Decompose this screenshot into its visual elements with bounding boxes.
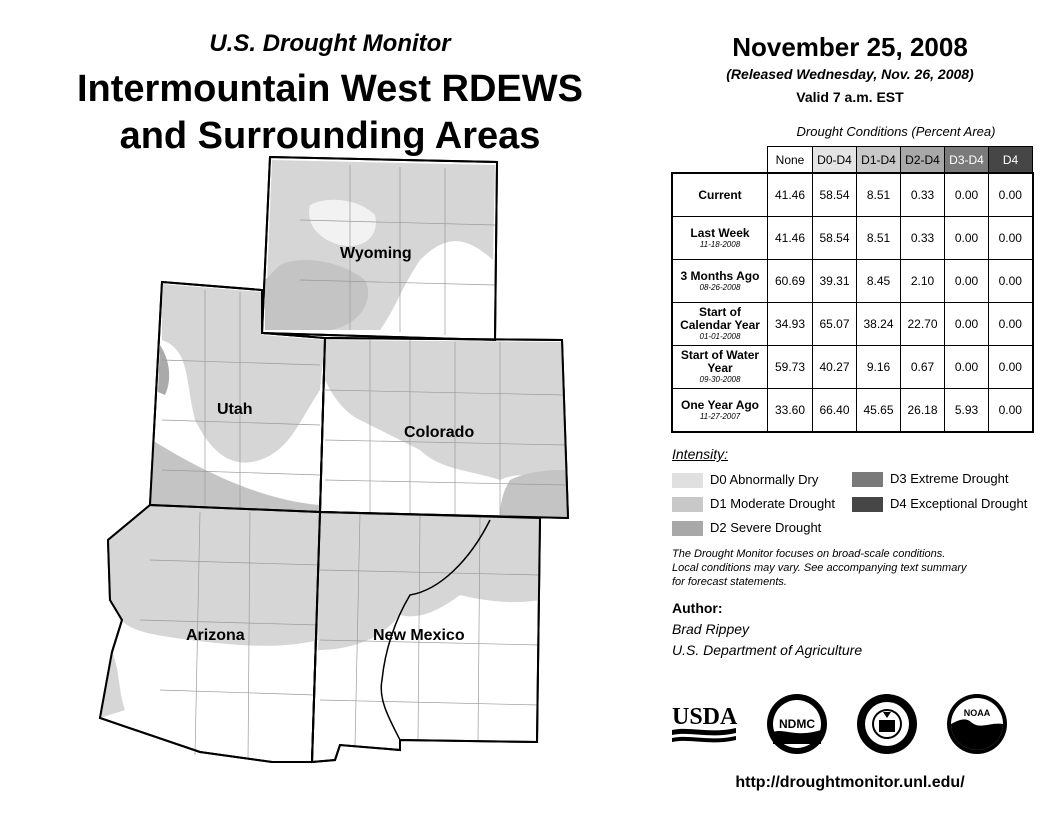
row-date: 01-01-2008 (699, 332, 741, 341)
legend-swatch-d2 (672, 521, 703, 536)
table-cell: 34.93 (768, 303, 813, 346)
table-cell: 66.40 (813, 389, 857, 433)
table-row (672, 173, 1033, 217)
table-cell: 0.00 (989, 173, 1033, 217)
table-cell: 8.51 (857, 173, 901, 217)
column-header: D3-D4 (945, 147, 989, 174)
table-cell: 39.31 (813, 260, 857, 303)
table-cell: 0.00 (945, 217, 989, 260)
row-date: 08-26-2008 (699, 282, 741, 292)
drought-map (90, 150, 580, 770)
legend-label-d1: D1 Moderate Drought (710, 496, 836, 511)
table-cell: 9.16 (857, 346, 901, 389)
table-cell: 45.65 (857, 389, 901, 433)
noaa-logo (945, 692, 1009, 756)
table-cell: 59.73 (768, 346, 813, 389)
row-label: Start of Water Year 09-30-2008 (672, 346, 768, 389)
column-header: D1-D4 (857, 147, 901, 174)
table-cell: 0.00 (989, 217, 1033, 260)
state-label-colorado: Colorado (404, 424, 475, 441)
column-header: None (768, 147, 813, 174)
table-cell: 0.00 (945, 303, 989, 346)
row-label: Last Week 11-18-2008 (672, 217, 768, 260)
table-cell: 0.00 (989, 260, 1033, 303)
state-label-arizona: Arizona (186, 627, 245, 644)
svg-text:NOAA: NOAA (963, 708, 991, 718)
valid-time: Valid 7 a.m. EST (796, 89, 904, 105)
table-cell: 0.00 (945, 346, 989, 389)
table-cell: 22.70 (901, 303, 945, 346)
table-cell: 0.00 (945, 173, 989, 217)
author-name: Brad Rippey (672, 621, 750, 637)
ndmc-logo (765, 692, 829, 756)
legend-swatch-d1 (672, 497, 703, 512)
table-cell: 65.07 (813, 303, 857, 346)
map-title-line2: and Surrounding Areas (119, 115, 541, 157)
table-cell: 0.00 (989, 389, 1033, 433)
map-title-line1: Intermountain West RDEWS (77, 68, 583, 110)
map-title (0, 66, 660, 160)
table-cell: 58.54 (813, 173, 857, 217)
report-date: November 25, 2008 (732, 32, 968, 62)
row-label: Current (672, 173, 768, 217)
legend-label-d2: D2 Severe Drought (710, 520, 822, 535)
table-cell: 0.00 (989, 303, 1033, 346)
table-cell: 60.69 (768, 260, 813, 303)
legend-label-d0: D0 Abnormally Dry (710, 472, 819, 487)
table-cell: 8.51 (857, 217, 901, 260)
table-caption: Drought Conditions (Percent Area) (796, 124, 996, 139)
row-label: One Year Ago 11-27-2007 (672, 389, 768, 433)
table-corner (672, 147, 768, 174)
commerce-seal (855, 692, 919, 756)
table-cell: 26.18 (901, 389, 945, 433)
table-cell: 58.54 (813, 217, 857, 260)
svg-text:NDMC: NDMC (779, 717, 815, 731)
legend-label-d3: D3 Extreme Drought (890, 471, 1009, 486)
row-date: 11-18-2008 (699, 239, 741, 249)
author-label: Author: (672, 600, 723, 616)
table-cell: 8.45 (857, 260, 901, 303)
table-row (672, 260, 1033, 303)
disclaimer-note (672, 547, 1032, 589)
note-line: The Drought Monitor focuses on broad-scale conditions. (672, 548, 946, 560)
row-date: 11-27-2007 (699, 411, 741, 421)
usda-logo (670, 700, 740, 750)
release-date: (Released Wednesday, Nov. 26, 2008) (726, 66, 974, 82)
table-cell: 0.00 (989, 346, 1033, 389)
state-label-new-mexico: New Mexico (373, 627, 465, 644)
table-cell: 41.46 (768, 173, 813, 217)
author-org: U.S. Department of Agriculture (672, 642, 863, 658)
column-header: D4 (989, 147, 1033, 174)
table-cell: 40.27 (813, 346, 857, 389)
table-cell: 38.24 (857, 303, 901, 346)
row-label: Start of Calendar Year 01-01-2008 (672, 303, 768, 346)
note-line: Local conditions may vary. See accompanying text summary (672, 562, 967, 574)
table-cell: 0.00 (945, 260, 989, 303)
table-cell: 0.67 (901, 346, 945, 389)
table-cell: 0.33 (901, 173, 945, 217)
note-line: for forecast statements. (672, 576, 787, 588)
table-row (672, 389, 1033, 433)
legend-swatch-d3 (852, 472, 883, 487)
svg-text:USDA: USDA (672, 704, 738, 730)
column-header: D2-D4 (901, 147, 945, 174)
legend-title: Intensity: (672, 446, 729, 462)
table-header-row (672, 147, 1033, 174)
table-cell: 0.33 (901, 217, 945, 260)
table-row (672, 303, 1033, 346)
column-header: D0-D4 (813, 147, 857, 174)
website-link[interactable]: http://droughtmonitor.unl.edu/ (735, 774, 965, 791)
conditions-table (671, 146, 1034, 433)
table-row (672, 346, 1033, 389)
table-cell: 33.60 (768, 389, 813, 433)
table-row (672, 217, 1033, 260)
legend-label-d4: D4 Exceptional Drought (890, 496, 1028, 511)
state-label-wyoming: Wyoming (340, 245, 412, 262)
legend-swatch-d0 (672, 473, 703, 488)
table-cell: 41.46 (768, 217, 813, 260)
table-cell: 2.10 (901, 260, 945, 303)
state-label-utah: Utah (217, 401, 253, 418)
table-cell: 5.93 (945, 389, 989, 433)
row-label: 3 Months Ago 08-26-2008 (672, 260, 768, 303)
map-subtitle: U.S. Drought Monitor (209, 30, 451, 57)
legend-swatch-d4 (852, 497, 883, 512)
row-date: 09-30-2008 (699, 375, 741, 384)
